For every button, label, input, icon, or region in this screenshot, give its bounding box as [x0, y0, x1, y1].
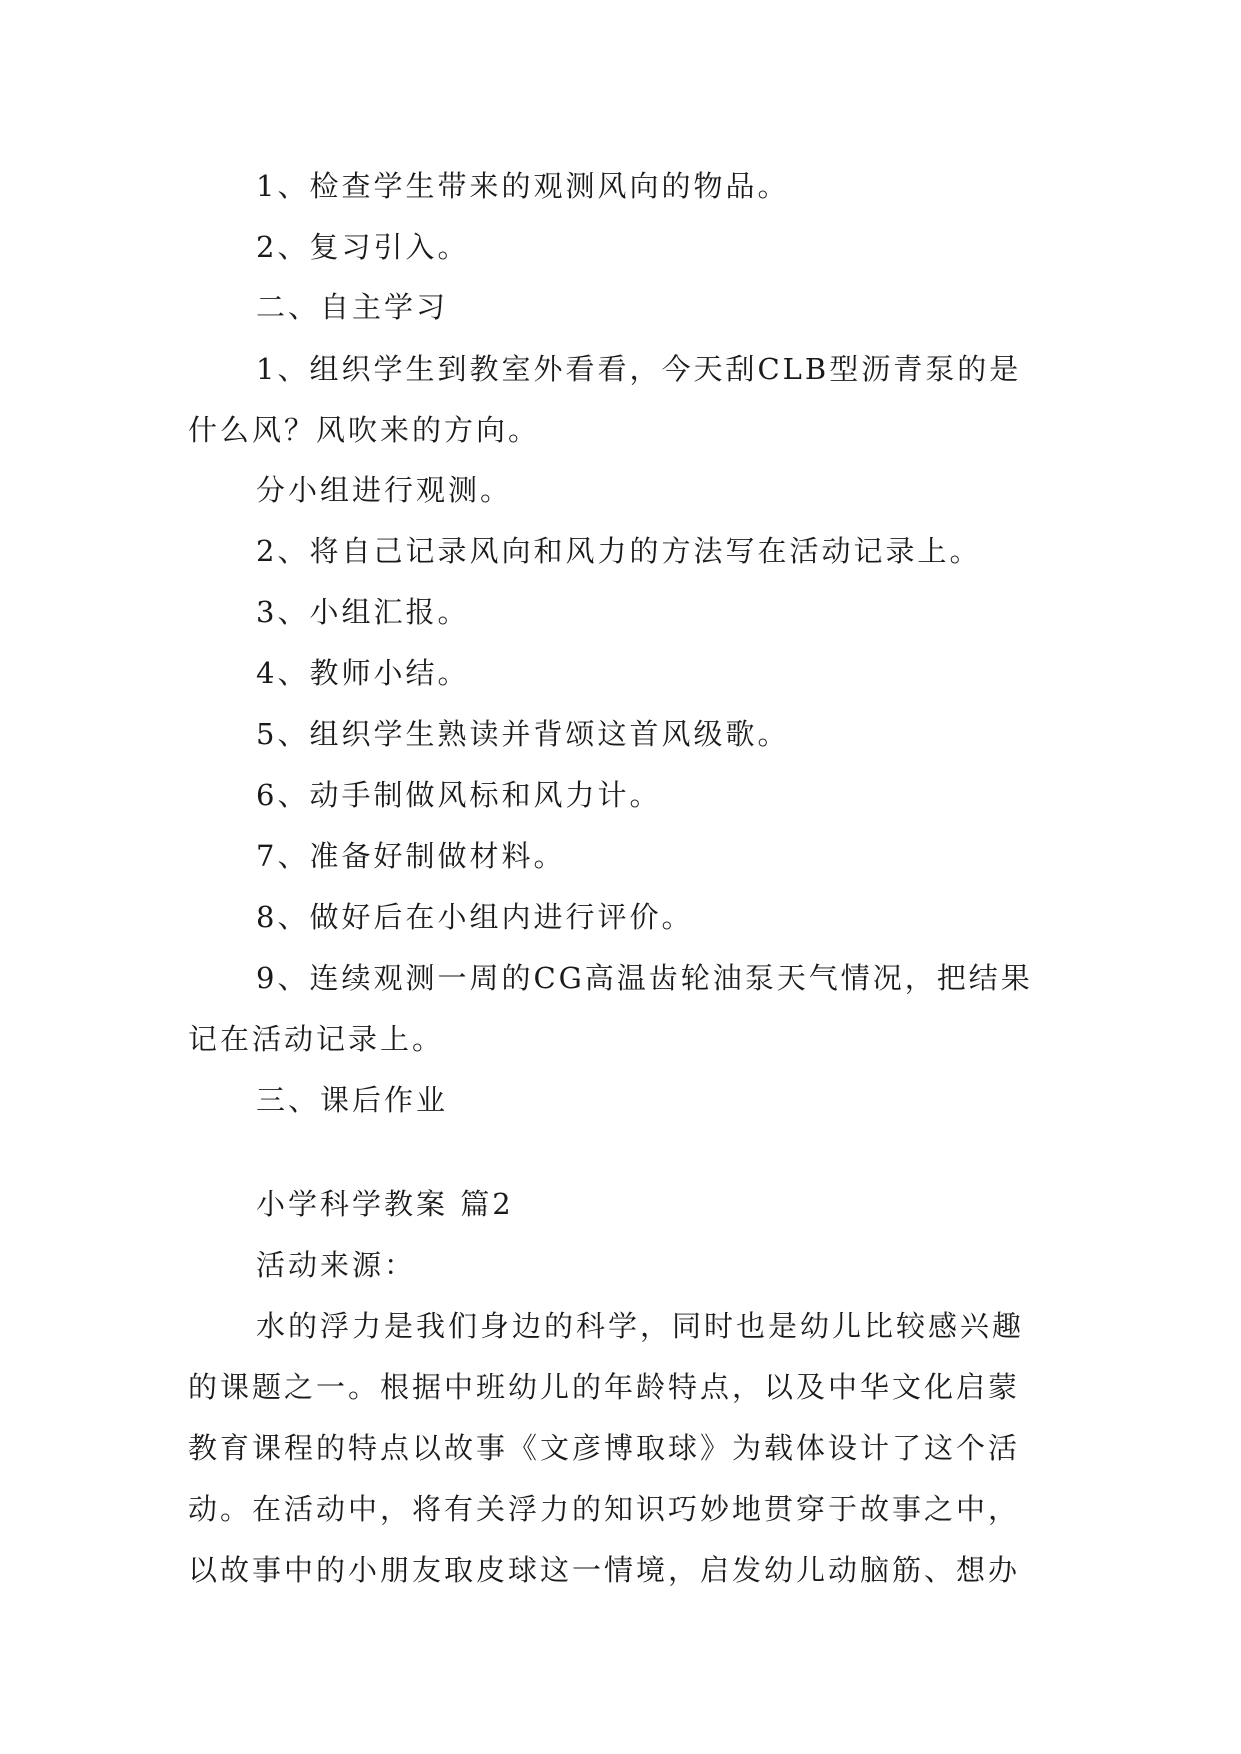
- text-line-10: 5、组织学生熟读并背颂这首风级歌。: [256, 717, 790, 751]
- text-line-1: 1、检查学生带来的观测风向的物品。: [256, 169, 790, 203]
- paragraph-line-3: 教育课程的特点以故事《文彦博取球》为载体设计了这个活: [188, 1431, 1021, 1465]
- paragraph-line-4: 动。在活动中，将有关浮力的知识巧妙地贯穿于故事之中，: [188, 1492, 1021, 1526]
- text-line-9: 4、教师小结。: [256, 656, 470, 690]
- paragraph-line-1: 水的浮力是我们身边的科学，同时也是幼儿比较感兴趣: [256, 1309, 1025, 1343]
- section-heading-3: 三、课后作业: [256, 1083, 449, 1117]
- text-line-8: 3、小组汇报。: [256, 595, 470, 629]
- text-line-14: 9、连续观测一周的CG高温齿轮油泵天气情况，把结果: [256, 961, 1033, 995]
- text-line-12: 7、准备好制做材料。: [256, 839, 566, 873]
- paragraph-line-2: 的课题之一。根据中班幼儿的年龄特点，以及中华文化启蒙: [188, 1370, 1021, 1404]
- subheading-activity-source: 活动来源：: [256, 1248, 417, 1282]
- text-line-11: 6、动手制做风标和风力计。: [256, 778, 662, 812]
- paragraph-line-5: 以故事中的小朋友取皮球这一情境，启发幼儿动脑筋、想办: [188, 1553, 1021, 1587]
- text-line-4: 1、组织学生到教室外看看，今天刮CLB型沥青泵的是: [256, 352, 1022, 386]
- text-line-7: 2、将自己记录风向和风力的方法写在活动记录上。: [256, 534, 982, 568]
- text-line-15: 记在活动记录上。: [188, 1022, 445, 1056]
- text-line-2: 2、复习引入。: [256, 230, 470, 264]
- text-line-13: 8、做好后在小组内进行评价。: [256, 900, 694, 934]
- text-line-6: 分小组进行观测。: [256, 473, 513, 507]
- text-line-5: 什么风？风吹来的方向。: [188, 413, 541, 447]
- section-heading-2: 二、自主学习: [256, 290, 449, 324]
- lesson-title: 小学科学教案 篇2: [256, 1187, 514, 1221]
